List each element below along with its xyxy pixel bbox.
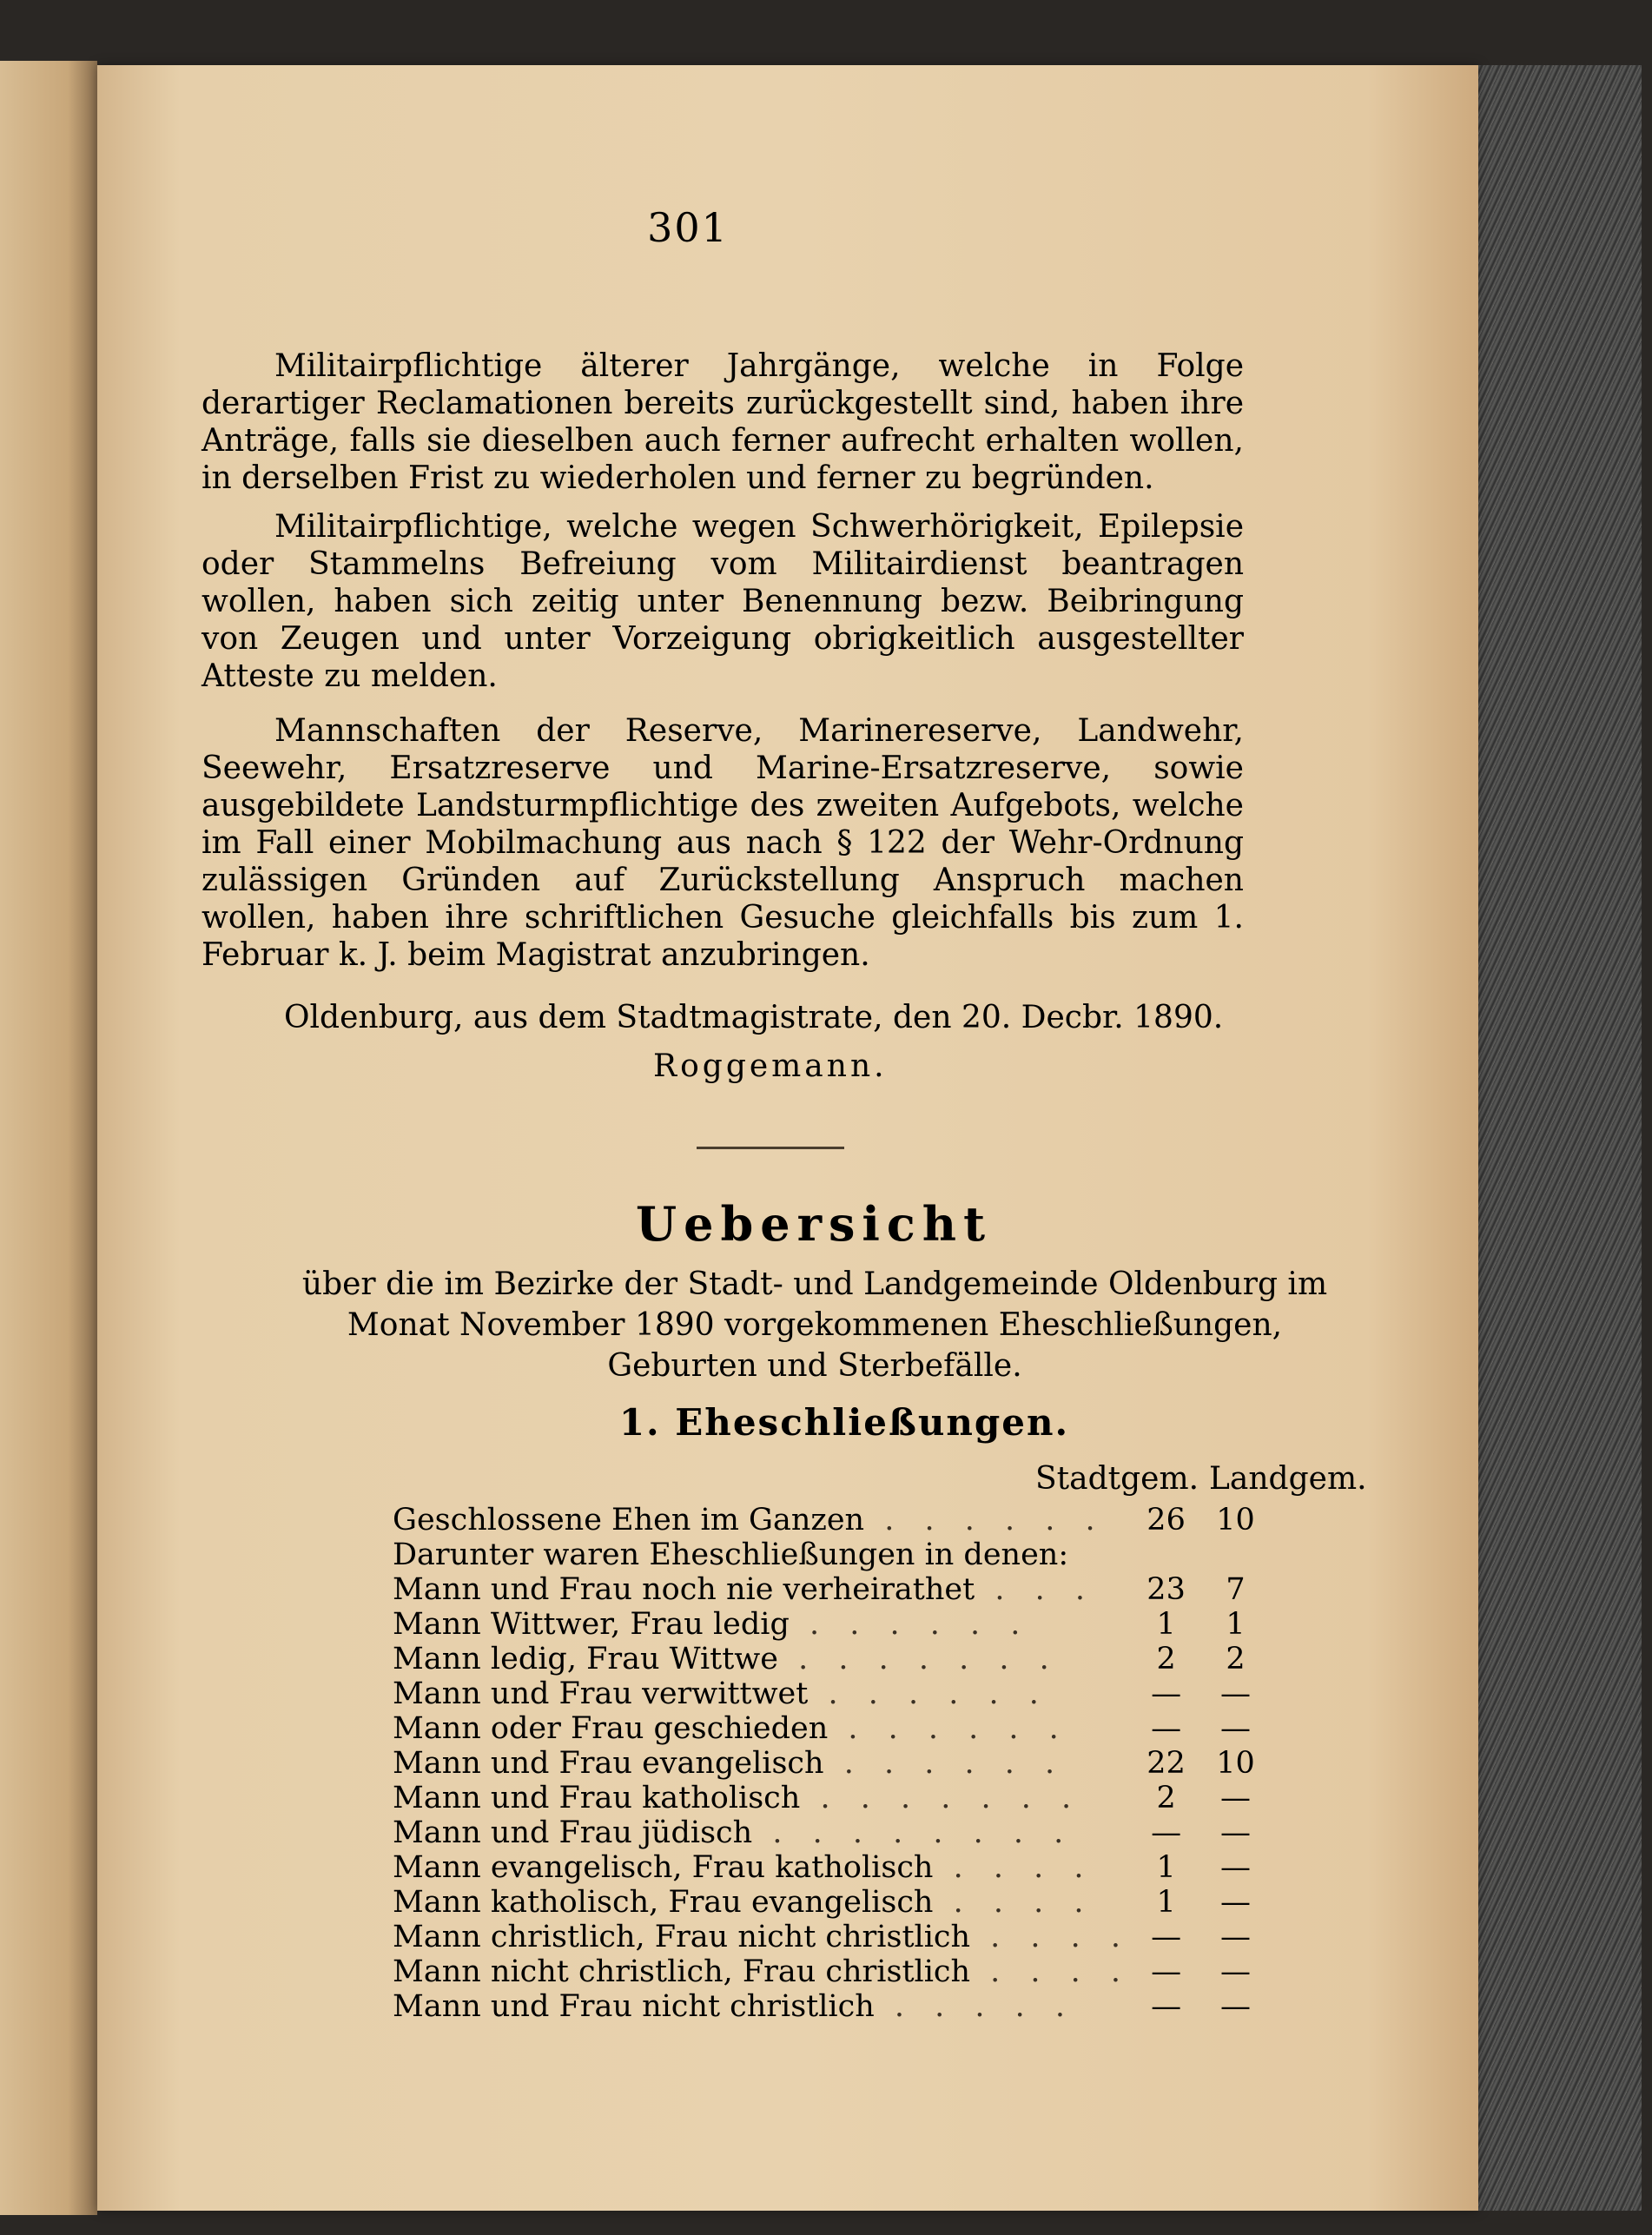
row-land-value: —	[1220, 1815, 1252, 1850]
row-label: Mann und Frau verwittwet	[393, 1676, 809, 1711]
row-label: Mann christlich, Frau nicht christlich	[393, 1920, 971, 1954]
section-title: 1. Eheschließungen.	[618, 1401, 1070, 1444]
overview-heading: Uebersicht	[636, 1196, 993, 1252]
row-label: Mann oder Frau geschieden	[393, 1711, 829, 1746]
paragraph-reserve: Mannschaften der Reserve, Marinereserve, Landwehr, Seewehr, Ersatzreserve und Marine-Ersatzreserve, sowie ausgebildete Landsturmpflichtige des zweiten Aufgebots, welche im Fall einer Mobilmachung aus nach § 122 der Wehr-Ordnung zulässigen Gründen auf Zurückstellung Anspruch machen wollen, haben ihre schriftlichen Gesuche gleichfalls bis zum 1. Februar k. J. beim Magistrat anzubringen.	[202, 713, 1244, 973]
row-land-value: 10	[1216, 1746, 1255, 1781]
book-page	[97, 65, 1478, 2211]
row-label: Mann katholisch, Frau evangelisch	[393, 1885, 934, 1920]
section-divider	[697, 1147, 844, 1149]
row-stadt-value: 26	[1146, 1503, 1186, 1537]
table-row: Mann katholisch, Frau evangelisch . . . . 1 —	[393, 1885, 1270, 1920]
row-land-value: 7	[1226, 1572, 1246, 1607]
table-row: Mann Wittwer, Frau ledig . . . . . . 1 1	[393, 1607, 1270, 1642]
row-land-value: —	[1220, 1711, 1252, 1746]
paragraph-exemption: Militairpflichtige, welche wegen Schwerhörigkeit, Epilepsie oder Stammelns Befreiung vom Militairdienst beantragen wollen, haben sich zeitig unter Benennung bezw. Beibringung von Zeugen und unter Vorzeigung obrigkeitlich ausgestellter Atteste zu melden.	[202, 509, 1244, 694]
marriage-statistics-table	[393, 1503, 1270, 2024]
column-header-land: Landgem.	[1209, 1461, 1367, 1497]
dateline: Oldenburg, aus dem Stadtmagistrate, den 20. Decbr. 1890.	[284, 1000, 1224, 1035]
row-stadt-value: 2	[1156, 1781, 1176, 1815]
row-land-value: —	[1220, 1954, 1252, 1989]
row-label: Mann und Frau jüdisch	[393, 1815, 753, 1850]
row-land-value: —	[1220, 1885, 1252, 1920]
row-land-value: 10	[1216, 1503, 1255, 1537]
table-row: Mann und Frau jüdisch . . . . . . . . — —	[393, 1815, 1270, 1850]
row-stadt-value: 23	[1146, 1572, 1186, 1607]
row-stadt-value: 1	[1156, 1607, 1176, 1642]
table-row: Mann nicht christlich, Frau christlich . . . . — —	[393, 1954, 1270, 1989]
table-row: Mann und Frau noch nie verheirathet . . . 23 7	[393, 1572, 1270, 1607]
row-land-value: —	[1220, 1781, 1252, 1815]
row-label: Mann und Frau noch nie verheirathet	[393, 1572, 975, 1607]
row-label: Mann evangelisch, Frau katholisch	[393, 1850, 934, 1885]
row-label: Mann Wittwer, Frau ledig	[393, 1607, 790, 1642]
row-land-value: —	[1220, 1676, 1252, 1711]
row-label: Darunter waren Eheschließungen in denen:	[393, 1537, 1069, 1572]
row-land-value: —	[1220, 1989, 1252, 2024]
table-row: Mann evangelisch, Frau katholisch . . . . 1 —	[393, 1850, 1270, 1885]
row-stadt-value: 1	[1156, 1885, 1176, 1920]
row-land-value: —	[1220, 1920, 1252, 1954]
page-number: 301	[647, 204, 729, 251]
row-label: Mann nicht christlich, Frau christlich	[393, 1954, 971, 1989]
row-stadt-value: 1	[1156, 1850, 1176, 1885]
overview-subtitle: über die im Bezirke der Stadt- und Landgemeinde Oldenburg im Monat November 1890 vorgekommenen Eheschließungen, Geburten und Sterbefälle.	[301, 1266, 1328, 1384]
row-stadt-value: 2	[1156, 1642, 1176, 1676]
table-row	[393, 1537, 1270, 1572]
left-page-edge	[0, 61, 97, 2215]
table-row: Mann oder Frau geschieden . . . . . . — —	[393, 1711, 1270, 1746]
column-header-stadt: Stadtgem.	[1035, 1461, 1199, 1497]
row-land-value: 1	[1226, 1607, 1246, 1642]
table-row: Mann und Frau verwittwet . . . . . . — —	[393, 1676, 1270, 1711]
paragraph-reclamations: Militairpflichtige älterer Jahrgänge, welche in Folge derartiger Reclamationen bereits zurückgestellt sind, haben ihre Anträge, falls sie dieselben auch ferner aufrecht erhalten wollen, in derselben Frist zu wiederholen und ferner zu begründen.	[202, 348, 1244, 496]
row-label: Mann und Frau evangelisch	[393, 1746, 824, 1781]
table-row: Mann ledig, Frau Wittwe . . . . . . . 2 2	[393, 1642, 1270, 1676]
row-stadt-value: —	[1151, 1815, 1182, 1850]
table-row: Mann christlich, Frau nicht christlich . . . . — —	[393, 1920, 1270, 1954]
row-stadt-value: —	[1151, 1989, 1182, 2024]
row-label: Mann und Frau katholisch	[393, 1781, 801, 1815]
row-stadt-value: —	[1151, 1711, 1182, 1746]
table-row: Mann und Frau evangelisch . . . . . . 22 10	[393, 1746, 1270, 1781]
row-stadt-value: —	[1151, 1920, 1182, 1954]
row-label: Mann ledig, Frau Wittwe	[393, 1642, 778, 1676]
table-row: Mann und Frau katholisch . . . . . . . 2 —	[393, 1781, 1270, 1815]
column-headers	[1035, 1461, 1367, 1497]
row-land-value: —	[1220, 1850, 1252, 1885]
row-stadt-value: 22	[1146, 1746, 1186, 1781]
table-row: Geschlossene Ehen im Ganzen . . . . . . 26 10	[393, 1503, 1270, 1537]
row-stadt-value: —	[1151, 1676, 1182, 1711]
row-label: Geschlossene Ehen im Ganzen	[393, 1503, 865, 1537]
row-label: Mann und Frau nicht christlich	[393, 1989, 875, 2024]
table-row: Mann und Frau nicht christlich . . . . . — —	[393, 1989, 1270, 2024]
row-land-value: 2	[1226, 1642, 1246, 1676]
signature: Roggemann.	[653, 1048, 888, 1084]
row-stadt-value: —	[1151, 1954, 1182, 1989]
book-cover-edge	[1459, 65, 1642, 2211]
